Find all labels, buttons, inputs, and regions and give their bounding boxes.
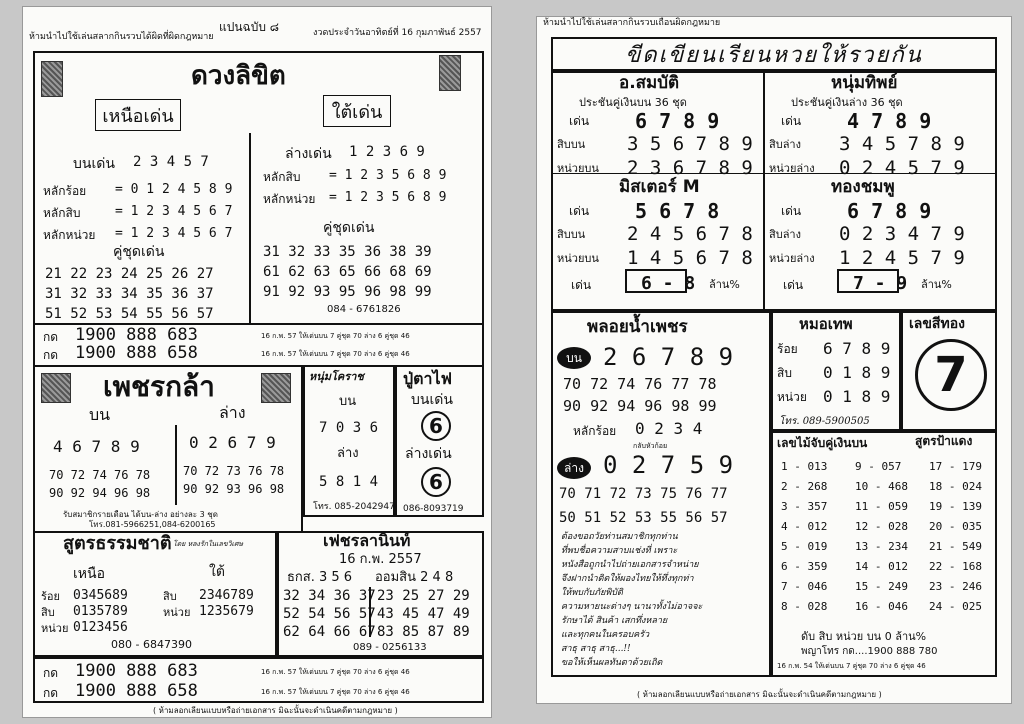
pair-row: 52 54 56 57 — [283, 606, 376, 622]
digit-row-label: หลักหน่วย — [43, 228, 96, 242]
lekmai-cell: 18 - 024 — [929, 480, 982, 493]
digit-row-label: หลักหน่วย — [263, 192, 316, 206]
putafai-lang: ล่างเด่น — [405, 446, 452, 462]
digit-row-value: 2346789 — [199, 588, 254, 603]
petchlanin-date: 16 ก.พ. 2557 — [339, 552, 422, 567]
pair-row: 43 45 47 49 — [377, 606, 470, 622]
den-label: เด่น — [781, 204, 802, 218]
nuay-value: 1 2 4 5 7 9 — [839, 247, 965, 269]
lekmai-cell: 12 - 028 — [855, 520, 908, 533]
ploy-row-b: 90 92 94 96 98 99 — [563, 397, 717, 415]
putafai-lang-circle: 6 — [421, 467, 451, 497]
digit-row-label: หน่วย — [163, 606, 191, 619]
nuay-label: หน่วยล่าง — [769, 162, 815, 175]
call-key: กด — [43, 330, 59, 344]
digit-row-value: = 1 2 3 5 6 8 9 — [329, 168, 447, 183]
lekmai-cell: 23 - 246 — [929, 580, 982, 593]
lekmai-cell: 4 - 012 — [781, 520, 828, 533]
petchkla-phone: โทร.081-5966251,084-6200165 — [89, 520, 216, 529]
lekmai-cell: 1 - 013 — [781, 460, 828, 473]
ploy-roi-val: 0 2 3 4 — [635, 419, 703, 438]
call-note: 16 ก.พ. 57 ให้เด่นบน 7 คู่ชุด 70 ล่าง 6 คู่ชุด 46 — [261, 350, 410, 358]
left-page — [22, 6, 492, 718]
sib-value: 2 4 5 6 7 8 — [627, 223, 753, 245]
petchkla-bon-val: 4 6 7 8 9 — [53, 437, 140, 456]
verse-line: จึงฝากนำติดให้ผองไทยให้ทึ่งทุกท่า — [561, 574, 694, 584]
thammachat-sub: โดย หลงรักในเลขวิเศษ — [173, 540, 244, 548]
sib-value: 3 4 5 7 8 9 — [839, 133, 965, 155]
decor-block — [41, 373, 71, 403]
lekmai-cell: 22 - 168 — [929, 560, 982, 573]
lekmai-cell: 21 - 549 — [929, 540, 982, 553]
north-label: เหนือ — [73, 566, 105, 582]
digit-row-value: 0123456 — [73, 620, 128, 635]
petchlanin-t2: ออมสิน 2 4 8 — [375, 570, 454, 585]
call-number: 1900 888 683 — [75, 661, 198, 681]
numkorat-lang-val: 5 8 1 4 — [319, 474, 379, 490]
left-draw-date: งวดประจำวันอาทิตย์ที่ 16 กุมภาพันธ์ 2557 — [313, 28, 482, 38]
lekmai-rule: ดับ สิบ หน่วย บน 0 ล้าน% — [801, 630, 927, 643]
pair-row: 61 62 63 65 66 68 69 — [263, 264, 432, 280]
pair-row: 70 72 74 76 78 — [49, 468, 151, 482]
value-box-frame — [625, 269, 687, 293]
pair-row: 23 25 27 29 — [377, 588, 470, 604]
sib-value: 3 5 6 7 8 9 — [627, 133, 753, 155]
call-key: กด — [43, 686, 59, 700]
sib-label: สิบล่าง — [769, 138, 801, 151]
call-note: 16 ก.พ. 57 ให้เด่นบน 7 คู่ชุด 70 ล่าง 6 คู่ชุด 46 — [261, 332, 410, 340]
sib-label: สิบบน — [557, 138, 586, 151]
putafai-phone: 086-8093719 — [403, 504, 464, 514]
den-value: 6 7 8 9 — [635, 109, 720, 133]
digit-row-value: = 1 2 3 4 5 6 7 — [115, 226, 233, 241]
morthep-value: 0 1 8 9 — [823, 363, 891, 382]
s2-title: หนุ่มทิพย์ — [831, 73, 898, 93]
box-suffix: ล้าน% — [709, 278, 740, 291]
right-top-notice: ห้ามนำไปใช้เล่นสลากกินรวบเถือนผิดกฎหมาย — [543, 18, 721, 28]
den-value: 5 6 7 8 — [635, 199, 720, 223]
bon-badge: บน — [557, 347, 591, 369]
digit-row-value: 1235679 — [199, 604, 254, 619]
petchkla-note: รับสมาชิกรายเดือน ได้บน-ล่าง อย่างละ 3 ชุด — [63, 510, 218, 519]
digit-row-label: หลักสิบ — [263, 170, 301, 184]
verse-line: ขอให้เห็นผลทันตาด้วยเถิด — [561, 658, 663, 668]
lekmai-cell: 11 - 059 — [855, 500, 908, 513]
south-tag: ใต้เด่น — [323, 95, 391, 127]
box-value: 6 - 8 — [641, 273, 696, 294]
verse-line: ความหายนะต่างๆ นานาทั้งไม่อาจจะ — [561, 602, 703, 612]
sib-label: สิบบน — [557, 228, 586, 241]
verse-line: ต้องขอถวัยท่านสมาชิกทุกท่าน — [561, 532, 678, 542]
digit-row-label: สิบ — [41, 606, 55, 619]
box-label: เด่น — [783, 278, 804, 292]
padaeng-title: สูตรป้าแดง — [915, 434, 973, 448]
ploy-row-d: 50 51 52 53 55 56 57 — [559, 510, 728, 526]
pair-row: 21 22 23 24 25 26 27 — [45, 266, 214, 282]
bon-den-value: 2 3 4 5 7 — [133, 154, 209, 170]
thammachat-phone: 080 - 6847390 — [111, 638, 192, 651]
den-value: 6 7 8 9 — [847, 199, 932, 223]
putafai-bon-circle: 6 — [421, 411, 451, 441]
ploy-title: พลอยน้ำเพชร — [587, 317, 688, 337]
petchkla-bon: บน — [89, 405, 111, 424]
call-number: 1900 888 658 — [75, 681, 198, 701]
lekmai-cell: 8 - 028 — [781, 600, 828, 613]
left-top-notice: ห้ามนำไปใช้เล่นสลากกินรวบได้ผิดที่ผิดกฎหมาย — [29, 32, 214, 42]
ploy-roi-label: หลักร้อย — [573, 424, 617, 438]
s1-title: อ.สมบัติ — [619, 73, 680, 93]
petchkla-lang: ล่าง — [219, 403, 246, 422]
lekmai-cell: 6 - 359 — [781, 560, 828, 573]
petchlanin-t1: ธกส. 3 5 6 — [287, 570, 353, 585]
lekmai-cell: 3 - 357 — [781, 500, 828, 513]
lekmai-cell: 19 - 139 — [929, 500, 982, 513]
pair-row: 51 52 53 54 55 56 57 — [45, 306, 214, 322]
box-label: เด่น — [571, 278, 592, 292]
pair-row: 83 85 87 89 — [377, 624, 470, 640]
numkorat-bon: บน — [339, 394, 357, 409]
digit-row-value: 0345689 — [73, 588, 128, 603]
lekmai-cell: 17 - 179 — [929, 460, 982, 473]
pair-row: 90 92 93 96 98 — [183, 482, 285, 496]
petchlanin-title: เฟชรลานินท์ — [323, 531, 411, 550]
lekmai-cell: 14 - 012 — [855, 560, 908, 573]
duanglikit-phone: 084 - 6761826 — [327, 304, 401, 315]
ploy-row-a: 70 72 74 76 77 78 — [563, 375, 717, 393]
digit-row-label: สิบ — [163, 590, 177, 603]
nuay-value: 2 3 6 7 8 9 — [627, 157, 753, 179]
morthep-value: 6 7 8 9 — [823, 339, 891, 358]
right-footer: ( ห้ามลอกเลียนแบบหรือถ่ายเอกสาร มิฉะนั้นจะดำเนินคดีตามกฎหมาย ) — [637, 690, 882, 699]
nuay-value: 0 2 4 5 7 9 — [839, 157, 965, 179]
left-edition: แปนฉบับ ๘ — [219, 20, 280, 34]
pair-row: 31 32 33 34 35 36 37 — [45, 286, 214, 302]
pair-row: 32 34 36 37 — [283, 588, 376, 604]
den-label: เด่น — [781, 114, 802, 128]
section-numkorat — [303, 365, 395, 517]
call-number: 1900 888 683 — [75, 325, 198, 345]
duanglikit-title: ดวงลิขิต — [191, 61, 286, 91]
nuay-label: หน่วยบน — [557, 162, 599, 175]
lekmai-cell: 13 - 234 — [855, 540, 908, 553]
petchlanin-phone: 089 - 0256133 — [353, 642, 427, 653]
banner-text: ขีดเขียนเรียนหวยให้รวยกัน — [625, 42, 923, 68]
call-number: 1900 888 658 — [75, 343, 198, 363]
ploy-note: กลับหัวก้อย — [633, 442, 668, 450]
digit-row-value: 0135789 — [73, 604, 128, 619]
morthep-label: หน่วย — [777, 390, 807, 404]
left-footer: ( ห้ามลอกเลียนแบบหรือถ่ายเอกสาร มิฉะนั้นจะดำเนินคดีตามกฎหมาย ) — [153, 706, 398, 715]
verse-line: ที่พบชื่อความสาบแช่งที่ เพราะ — [561, 546, 678, 556]
numkorat-title: หนุ่มโคราช — [309, 370, 364, 383]
box-value: 7 - 9 — [853, 273, 908, 294]
numkorat-phone: โทร. 085-2042947 — [313, 502, 395, 512]
lang-badge: ล่าง — [557, 457, 591, 479]
lekmai-cell: 24 - 025 — [929, 600, 982, 613]
digit-row-label: หลักสิบ — [43, 206, 81, 220]
digit-row-label: หลักร้อย — [43, 184, 87, 198]
lang-den-value: 1 2 3 6 9 — [349, 144, 425, 160]
decor-block — [439, 55, 461, 91]
lekmai-cell: 7 - 046 — [781, 580, 828, 593]
decor-block — [261, 373, 291, 403]
lekmai-cell: 15 - 249 — [855, 580, 908, 593]
bon-den-label: บนเด่น — [73, 156, 115, 172]
verse-line: สาธุ สาธุ สาธุ...!! — [561, 644, 631, 654]
morthep-phone: โทร. 089-5900505 — [779, 416, 870, 427]
nuay-label: หน่วยบน — [557, 252, 599, 265]
call-note: 16 ก.พ. 57 ให้เด่นบน 7 คู่ชุด 70 ล่าง 6 คู่ชุด 46 — [261, 688, 410, 696]
lekmai-cell: 20 - 035 — [929, 520, 982, 533]
pair-row: 90 92 94 96 98 — [49, 486, 151, 500]
call-note: 16 ก.พ. 57 ให้เด่นบน 7 คู่ชุด 70 ล่าง 6 คู่ชุด 46 — [261, 668, 410, 676]
numkorat-bon-val: 7 0 3 6 — [319, 420, 379, 436]
lekmai-cell: 10 - 468 — [855, 480, 908, 493]
digit-row-label: หน่วย — [41, 622, 69, 635]
pair-row: 62 64 66 67 — [283, 624, 376, 640]
verse-line: และทุกคนในครอบครัว — [561, 630, 650, 640]
ploy-lang-val: 0 2 7 5 9 — [603, 451, 734, 479]
lekmai-title: เลขไม้จับคู่เงินบน — [777, 436, 868, 450]
den-label: เด่น — [569, 204, 590, 218]
s1-sub: ประชันคู่เงินบน 36 ชุด — [579, 96, 687, 109]
sib-label: สิบล่าง — [769, 228, 801, 241]
pair-row: 91 92 93 95 96 98 99 — [263, 284, 432, 300]
pair-row: 31 32 33 35 36 38 39 — [263, 244, 432, 260]
digit-row-value: = 1 2 3 5 6 8 9 — [329, 190, 447, 205]
lekseethong-circle: 7 — [915, 339, 987, 411]
pair-label-a: คู่ชุดเด่น — [113, 244, 165, 260]
petchkla-title: เพชรกล้า — [103, 370, 215, 403]
pair-label-b: คู่ชุดเด่น — [323, 220, 375, 236]
south-label: ใต้ — [209, 564, 225, 580]
banner — [551, 37, 997, 71]
lang-den-label: ล่างเด่น — [285, 146, 332, 162]
nuay-value: 1 4 5 6 7 8 — [627, 247, 753, 269]
sib-value: 0 2 3 4 7 9 — [839, 223, 965, 245]
ploy-row-c: 70 71 72 73 75 76 77 — [559, 486, 728, 502]
lekmai-cell: 5 - 019 — [781, 540, 828, 553]
thammachat-title: สูตรธรรมชาติ — [63, 533, 172, 554]
right-page — [536, 16, 1012, 704]
petchkla-lang-val: 0 2 6 7 9 — [189, 433, 276, 452]
pair-row: 70 72 73 76 78 — [183, 464, 285, 478]
digit-row-value: = 0 1 2 4 5 8 9 — [115, 182, 233, 197]
lekmai-cell: 9 - 057 — [855, 460, 902, 473]
digit-row-value: = 1 2 3 4 5 6 7 — [115, 204, 233, 219]
s4-title: ทองชมพู — [831, 177, 895, 197]
lekmai-call-note: 16 ก.พ. 54 ให้เด่นบน 7 คู่ชุด 70 ล่าง 6 คู่ชุด 46 — [777, 662, 926, 670]
lekmai-cell: 16 - 046 — [855, 600, 908, 613]
call-key: กด — [43, 348, 59, 362]
morthep-label: สิบ — [777, 366, 792, 380]
verse-line: ให้พบกับภัยพิบัติ — [561, 588, 623, 598]
s2-sub: ประชันคู่เงินล่าง 36 ชุด — [791, 96, 903, 109]
den-value: 4 7 8 9 — [847, 109, 932, 133]
putafai-bon: บนเด่น — [411, 392, 453, 408]
value-box-frame — [837, 269, 899, 293]
nuay-label: หน่วยล่าง — [769, 252, 815, 265]
morthep-title: หมอเทพ — [799, 315, 853, 333]
verse-line: หนังสือถูกนำไปถ่ายเอกสารจำหน่าย — [561, 560, 699, 570]
s3-title: มิสเตอร์ M — [619, 177, 700, 197]
decor-block — [41, 61, 63, 97]
putafai-title: ปู่ตาไฟ — [403, 369, 452, 388]
ploy-bon-val: 2 6 7 8 9 — [603, 343, 734, 371]
digit-row-label: ร้อย — [41, 590, 60, 603]
den-label: เด่น — [569, 114, 590, 128]
box-suffix: ล้าน% — [921, 278, 952, 291]
numkorat-lang: ล่าง — [337, 446, 359, 461]
lekmai-call: พญาโทร กด....1900 888 780 — [801, 646, 938, 657]
morthep-label: ร้อย — [777, 342, 798, 356]
lekseethong-title: เลขสีทอง — [909, 316, 965, 332]
lekmai-cell: 2 - 268 — [781, 480, 828, 493]
morthep-value: 0 1 8 9 — [823, 387, 891, 406]
call-key: กด — [43, 666, 59, 680]
north-tag: เหนือเด่น — [95, 99, 181, 131]
verse-line: รักษาได้ สินค้า เสกทึ่งหลาย — [561, 616, 668, 626]
